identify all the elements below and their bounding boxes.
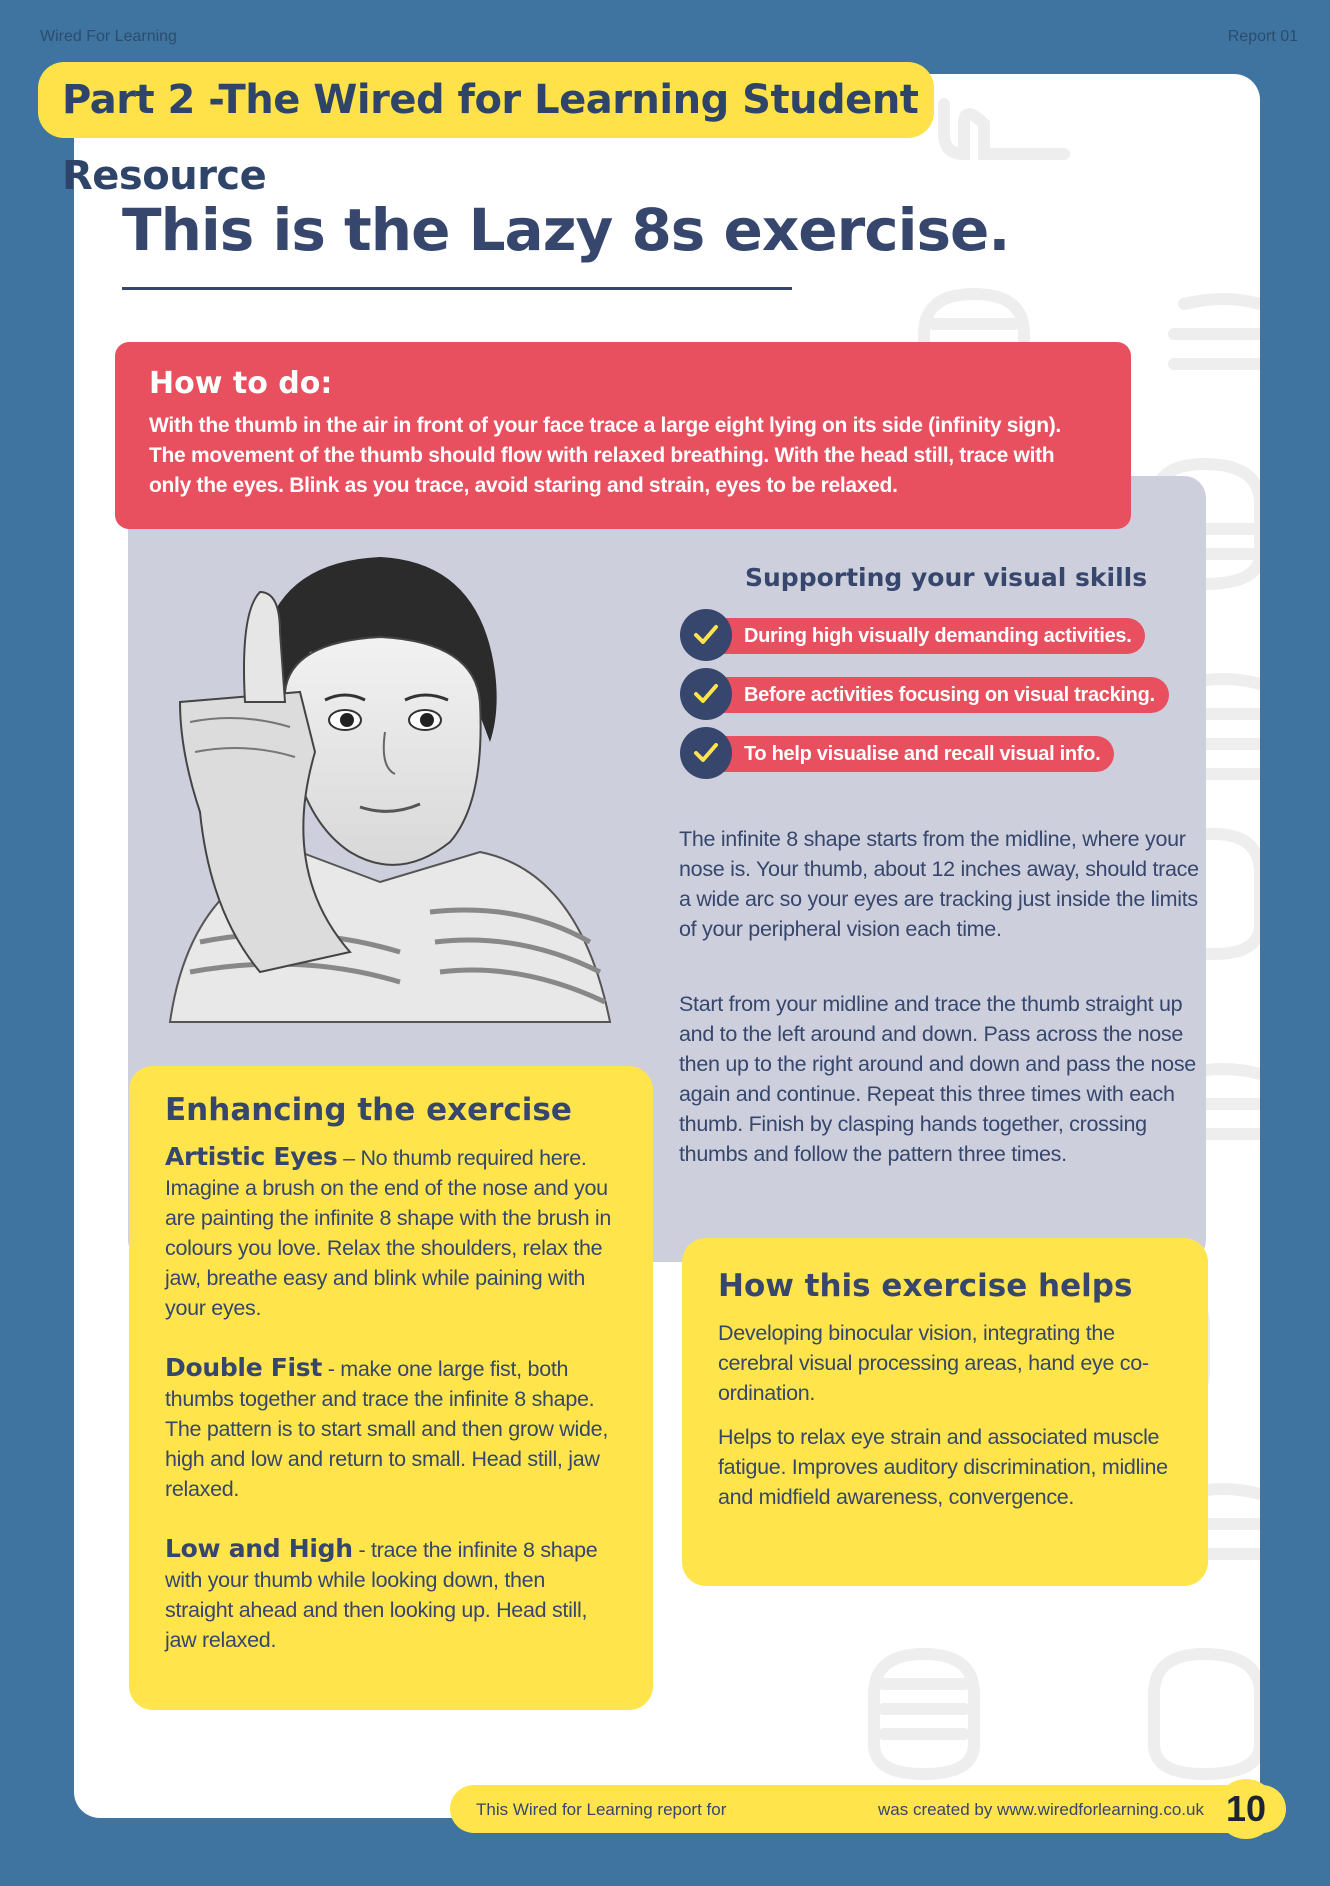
- helps-box: [682, 1238, 1208, 1586]
- enhancing-text: – No thumb required here. Imagine a brush on the end of the nose and you are painting the infinite 8 shape with the brush in colours you love. Relax the shoulders, relax the jaw, breathe easy and blink while paining with your eyes.: [165, 1146, 612, 1320]
- footer-website-text: was created by www.wiredforlearning.co.uk: [878, 1800, 1204, 1819]
- description-paragraph: Start from your midline and trace the thumb straight up and to the left around and down. Pass across the nose then up to the right around and down and pass the nose again and continue. Repeat this three times with each thumb. Finish by clasping hands together, crossing thumbs and follow the pattern three times.: [679, 992, 1196, 1166]
- footer-left-text: This Wired for Learning report for: [476, 1800, 727, 1819]
- enhancing-box: [129, 1066, 653, 1710]
- how-to-text: With the thumb in the air in front of your face trace a large eight lying on its side (infinity sign). The movement of the thumb should flow with relaxed breathing. With the head still, trace with only the eyes. Blink as you trace, avoid staring and strain, eyes to be relaxed.: [149, 414, 1061, 497]
- description-paragraph: The infinite 8 shape starts from the midline, where your nose is. Your thumb, about 12 inches away, should trace a wide arc so your eyes are tracking just inside the limits of your peripheral vision each time.: [679, 827, 1199, 941]
- footer-bar: [450, 1785, 1286, 1833]
- support-item-label: To help visualise and recall visual info.: [706, 736, 1114, 772]
- how-to-box: [115, 342, 1131, 529]
- enhancing-term: Double Fist: [165, 1353, 323, 1382]
- support-item-label: Before activities focusing on visual tracking.: [706, 677, 1169, 713]
- helps-paragraph: Helps to relax eye strain and associated muscle fatigue. Improves auditory discrimination, midline and midfield awareness, convergence.: [718, 1425, 1168, 1509]
- enhancing-text: - trace the infinite 8 shape with your thumb while looking down, then straight ahead and then looking up. Head still, jaw relaxed.: [165, 1538, 598, 1652]
- title-underline: [122, 287, 792, 290]
- part-banner: Part 2 -The Wired for Learning Student Resource: [38, 62, 934, 138]
- child-thumb-illustration-icon: [150, 552, 640, 1038]
- header-right: Report 01: [1227, 28, 1298, 45]
- support-heading: Supporting your visual skills: [745, 563, 1148, 592]
- helps-paragraph: Developing binocular vision, integrating the cerebral visual processing areas, hand eye co-ordination.: [718, 1321, 1149, 1405]
- enhancing-term: Low and High: [165, 1534, 353, 1563]
- enhancing-text: - make one large fist, both thumbs together and trace the infinite 8 shape. The pattern is to start small and then grow wide, high and low and return to small. Head still, jaw relaxed.: [165, 1357, 608, 1501]
- enhancing-item: [165, 1534, 617, 1655]
- how-to-heading: How to do:: [149, 366, 333, 401]
- enhancing-item: [165, 1142, 617, 1323]
- check-icon: [680, 609, 732, 661]
- enhancing-term: Artistic Eyes: [165, 1142, 338, 1171]
- check-icon: [680, 668, 732, 720]
- header-left: Wired For Learning: [40, 28, 177, 45]
- page-title: This is the Lazy 8s exercise.: [122, 196, 1010, 264]
- enhancing-item: [165, 1353, 617, 1504]
- enhancing-heading: Enhancing the exercise: [165, 1092, 572, 1128]
- helps-heading: How this exercise helps: [718, 1268, 1133, 1304]
- check-icon: [680, 727, 732, 779]
- page-number: 10: [1216, 1779, 1276, 1839]
- support-item-label: During high visually demanding activities.: [706, 618, 1145, 654]
